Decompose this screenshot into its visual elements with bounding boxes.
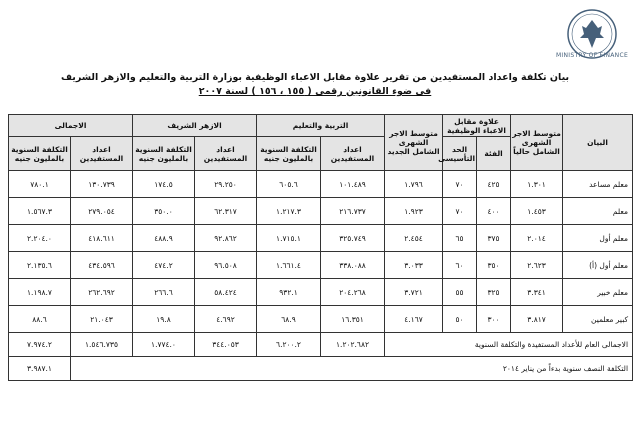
totals-label: الاجمالى العام للأعداد المستفيدة والتكلفة السنوية — [385, 333, 633, 357]
header-min: الحد التأسيسى — [443, 137, 477, 171]
cell-avg-wage: ٣.٨١٧ — [511, 306, 563, 333]
logo-caption: MINISTRY OF FINANCE — [555, 52, 629, 59]
cell-min: ٥٥ — [443, 279, 477, 306]
totals-az-cost: ١.٧٧٤.٠ — [133, 333, 195, 357]
cell-tot-beneficiaries: ٢٧٩.٠٥٤ — [71, 198, 133, 225]
cell-avg-wage: ١.٣٠١ — [511, 171, 563, 198]
half-year-row — [9, 357, 633, 381]
totals-row — [9, 333, 633, 357]
cell-avg-new: ٣.٠٣٣ — [385, 252, 443, 279]
totals-edu-cost: ٦.٢٠٠.٢ — [257, 333, 321, 357]
header-allowance: علاوة مقابل الاعباء الوظيفية — [443, 115, 511, 137]
table-row — [9, 306, 633, 333]
row-label: معلم مساعد — [563, 171, 633, 198]
half-year-label: التكلفة النصف سنوية بدءاً من يناير ٢٠١٤ — [71, 357, 633, 381]
header-total: الاجمالى — [9, 115, 133, 137]
cell-min: ٥٠ — [443, 306, 477, 333]
cell-min: ٧٠ — [443, 171, 477, 198]
cell-min: ٦٠ — [443, 252, 477, 279]
table-row — [9, 252, 633, 279]
cell-edu-beneficiaries: ١٦.٣٥١ — [321, 306, 385, 333]
cell-avg-new: ٣.٧٢١ — [385, 279, 443, 306]
cell-edu-cost: ٩٣٢.١ — [257, 279, 321, 306]
cell-edu-beneficiaries: ٢١٦.٧٣٧ — [321, 198, 385, 225]
header-edu-cost: التكلفة السنوية بالمليون جنيه — [257, 137, 321, 171]
cell-az-beneficiaries: ٥٨.٤٢٤ — [195, 279, 257, 306]
table-row — [9, 171, 633, 198]
row-label: معلم خبير — [563, 279, 633, 306]
header-edu-beneficiaries: اعداد المستفيدين — [321, 137, 385, 171]
cell-category: ٣٠٠ — [477, 306, 511, 333]
row-label: معلم — [563, 198, 633, 225]
header-tot-cost: التكلفة السنوية بالمليون جنيه — [9, 137, 71, 171]
cell-az-cost: ١٧٤.٥ — [133, 171, 195, 198]
cell-avg-wage: ٢.٦٢٣ — [511, 252, 563, 279]
table-row — [9, 279, 633, 306]
cell-avg-new: ٤.١٦٧ — [385, 306, 443, 333]
cell-az-cost: ٢٦٦.٦ — [133, 279, 195, 306]
cell-az-cost: ٤٧٤.٢ — [133, 252, 195, 279]
header-tot-beneficiaries: اعداد المستفيدين — [71, 137, 133, 171]
cell-edu-cost: ١.٢١٧.٣ — [257, 198, 321, 225]
cell-tot-cost: ٨٨.٦ — [9, 306, 71, 333]
cell-avg-new: ١.٩٢٣ — [385, 198, 443, 225]
cell-min: ٦٥ — [443, 225, 477, 252]
cell-edu-cost: ١.٦٦١.٤ — [257, 252, 321, 279]
totals-tot-cost: ٧.٩٧٤.٢ — [9, 333, 71, 357]
cell-az-cost: ٣٥٠.٠ — [133, 198, 195, 225]
header-azhar: الازهر الشريف — [133, 115, 257, 137]
totals-tot-beneficiaries: ١.٥٤٦.٧٣٥ — [71, 333, 133, 357]
header-category: الفئة — [477, 137, 511, 171]
header-az-cost: التكلفة السنوية بالمليون جنيه — [133, 137, 195, 171]
cell-avg-new: ١.٧٩٦ — [385, 171, 443, 198]
half-year-value: ٣.٩٨٧.١ — [9, 357, 71, 381]
cell-category: ٤٢٥ — [477, 171, 511, 198]
cell-az-beneficiaries: ٤.٦٩٢ — [195, 306, 257, 333]
document-title: بيان تكلفة واعداد المستفيدين من تقرير علاوة مقابل الاعباء الوظيفية بوزارة التربية والتعليم والازهر الشريف — [60, 72, 570, 83]
totals-az-beneficiaries: ٣٤٤.٠٥٣ — [195, 333, 257, 357]
cell-edu-beneficiaries: ٣٢٥.٧٤٩ — [321, 225, 385, 252]
cell-tot-cost: ٢.٢٠٤.٠ — [9, 225, 71, 252]
cell-edu-cost: ٦٨.٩ — [257, 306, 321, 333]
cell-az-cost: ١٩.٨ — [133, 306, 195, 333]
cell-avg-wage: ١.٤٥٣ — [511, 198, 563, 225]
cell-edu-cost: ١.٧١٥.١ — [257, 225, 321, 252]
document-subtitle: فى ضوء القانونين رقمى ( ١٥٥ ، ١٥٦ ) لسنة ٢٠٠٧ — [198, 86, 432, 97]
table-row — [9, 198, 633, 225]
cell-tot-cost: ١.١٩٨.٧ — [9, 279, 71, 306]
row-label: معلم أول — [563, 225, 633, 252]
cell-category: ٣٢٥ — [477, 279, 511, 306]
cell-category: ٣٥٠ — [477, 252, 511, 279]
cell-avg-new: ٢.٤٥٤ — [385, 225, 443, 252]
header-az-beneficiaries: اعداد المستفيدين — [195, 137, 257, 171]
cell-tot-beneficiaries: ٢٦٢.٦٩٢ — [71, 279, 133, 306]
totals-edu-beneficiaries: ١.٢٠٢.٦٨٢ — [321, 333, 385, 357]
row-label: معلم أول (أ) — [563, 252, 633, 279]
cell-tot-beneficiaries: ٢١.٠٤٣ — [71, 306, 133, 333]
cell-tot-beneficiaries: ٤٣٤.٥٩٦ — [71, 252, 133, 279]
cell-edu-beneficiaries: ١٠١.٤٨٩ — [321, 171, 385, 198]
cost-table — [8, 114, 633, 381]
cell-az-beneficiaries: ٢٩.٢٥٠ — [195, 171, 257, 198]
cell-tot-beneficiaries: ١٣٠.٧٣٩ — [71, 171, 133, 198]
cell-tot-beneficiaries: ٤١٨.٦١١ — [71, 225, 133, 252]
header-education: التربية والتعليم — [257, 115, 385, 137]
cell-tot-cost: ٧٨٠.١ — [9, 171, 71, 198]
cell-edu-beneficiaries: ٢٠٤.٢٦٨ — [321, 279, 385, 306]
cell-az-beneficiaries: ٩٦.٥٠٨ — [195, 252, 257, 279]
header-avg-new: متوسط الاجر الشهرى الشامل الجديد — [385, 115, 443, 171]
cell-category: ٤٠٠ — [477, 198, 511, 225]
cell-tot-cost: ١.٥٦٧.٣ — [9, 198, 71, 225]
cell-avg-wage: ٣.٣٤١ — [511, 279, 563, 306]
cell-az-beneficiaries: ٦٢.٣١٧ — [195, 198, 257, 225]
row-label: كبير معلمين — [563, 306, 633, 333]
cell-min: ٧٠ — [443, 198, 477, 225]
cell-az-beneficiaries: ٩٢.٨٦٢ — [195, 225, 257, 252]
cell-tot-cost: ٢.١٣٥.٦ — [9, 252, 71, 279]
cell-avg-wage: ٢.٠١٤ — [511, 225, 563, 252]
header-avg-wage: متوسط الاجر الشهرى الشامل حالياً — [511, 115, 563, 171]
cell-edu-beneficiaries: ٣٣٨.٠٨٨ — [321, 252, 385, 279]
header-item: البيان — [563, 115, 633, 171]
cell-edu-cost: ٦٠٥.٦ — [257, 171, 321, 198]
cell-az-cost: ٤٨٨.٩ — [133, 225, 195, 252]
cell-category: ٣٧٥ — [477, 225, 511, 252]
table-row — [9, 225, 633, 252]
